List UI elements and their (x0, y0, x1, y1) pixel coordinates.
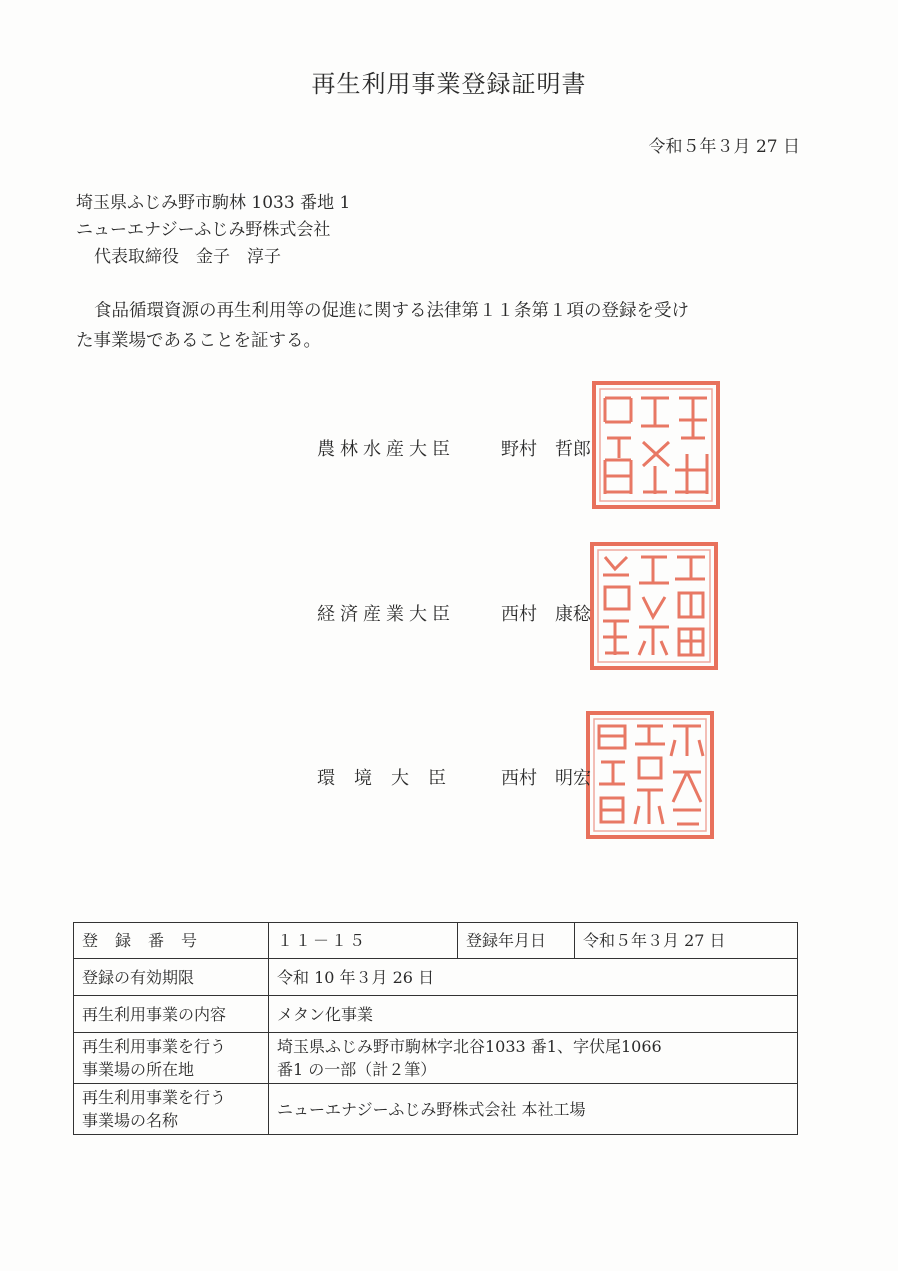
minister-row-maff (317, 435, 591, 461)
certification-line-1: 食品循環資源の再生利用等の促進に関する法律第１１条第１項の登録を受け (94, 301, 689, 321)
registration-date-value: 令和５年３月 27 日 (575, 923, 798, 959)
recipient-representative: 代表取締役 金子 淳子 (94, 247, 281, 267)
content-value: メタン化事業 (269, 996, 798, 1033)
minister-name: 西村 明宏 (501, 768, 591, 789)
issue-date: 令和５年３月 27 日 (648, 137, 800, 157)
location-value (269, 1033, 798, 1084)
facility-name-label-line-1: 再生利用事業を行う (82, 1088, 227, 1107)
facility-name-label-line-2: 事業場の名称 (82, 1111, 179, 1130)
table-row (74, 996, 798, 1033)
minister-title: 経済産業大臣 (317, 604, 455, 625)
registration-number-label: 登録番号 (74, 923, 269, 959)
seal-maff (591, 380, 721, 510)
minister-title: 環境大臣 (317, 768, 465, 789)
recipient-company: ニューエナジーふじみ野株式会社 (76, 220, 331, 240)
minister-name: 西村 康稔 (501, 604, 591, 625)
certification-text (76, 296, 806, 356)
minister-row-meti (317, 600, 591, 626)
registration-table (73, 922, 798, 1135)
minister-title: 農林水産大臣 (317, 439, 455, 460)
validity-value: 令和 10 年３月 26 日 (269, 959, 798, 996)
table-row (74, 1084, 798, 1135)
facility-name-value: ニューエナジーふじみ野株式会社 本社工場 (269, 1084, 798, 1135)
registration-number-value: １１－１５ (269, 923, 458, 959)
document-title: 再生利用事業登録証明書 (311, 70, 587, 98)
seal-meti (589, 541, 719, 671)
registration-date-label: 登録年月日 (458, 923, 575, 959)
seal-moe (585, 710, 715, 840)
location-label-line-2: 事業場の所在地 (82, 1060, 195, 1079)
recipient-address: 埼玉県ふじみ野市駒林 1033 番地 1 (76, 193, 351, 213)
content-label: 再生利用事業の内容 (74, 996, 269, 1033)
location-value-line-2: 番1 の一部（計２筆） (277, 1060, 437, 1079)
table-row (74, 923, 798, 959)
table-row (74, 1033, 798, 1084)
facility-name-label (74, 1084, 269, 1135)
location-value-line-1: 埼玉県ふじみ野市駒林字北谷1033 番1、字伏尾1066 (277, 1037, 662, 1056)
minister-row-moe (317, 764, 591, 790)
location-label (74, 1033, 269, 1084)
table-row (74, 959, 798, 996)
recipient-block (76, 190, 350, 271)
location-label-line-1: 再生利用事業を行う (82, 1037, 227, 1056)
validity-label: 登録の有効期限 (74, 959, 269, 996)
certification-line-2: た事業場であることを証する。 (76, 331, 321, 351)
minister-name: 野村 哲郎 (501, 439, 591, 460)
